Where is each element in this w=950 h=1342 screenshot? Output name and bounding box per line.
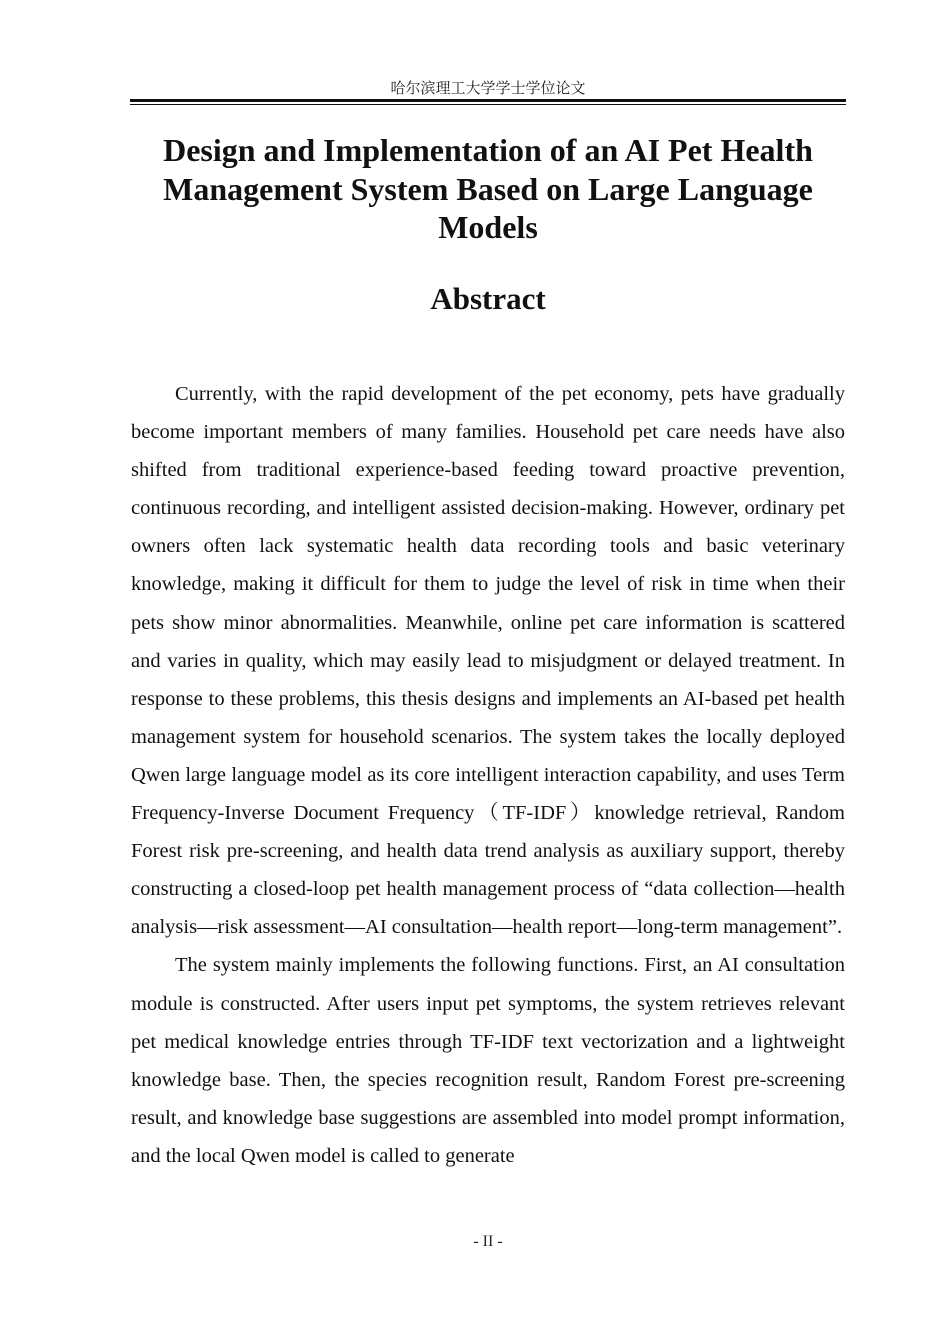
page-number: - II -	[473, 1233, 503, 1250]
header-rule-thick	[130, 99, 846, 102]
abstract-paragraph-1: Currently, with the rapid development of the pet economy, pets have gradually become important members of many families. Household pet care needs have also shifted from traditional experience-based feeding toward proactive prevention, continuous recording, and intelligent assisted decision-making. However, ordinary pet owners often lack systematic health data recording tools and basic veterinary knowledge, making it difficult for them to judge the level of risk in time when their pets show minor abnormalities. Meanwhile, online pet care information is scattered and varies in quality, which may easily lead to misjudgment or delayed treatment. In response to these problems, this thesis designs and implements an AI-based pet health management system for household scenarios. The system takes the locally deployed Qwen large language model as its core intelligent interaction capability, and uses Term Frequency-Inverse Document Frequency（TF-IDF）knowledge retrieval, Random Forest risk pre-screening, and health data trend analysis as auxiliary support, thereby constructing a closed-loop pet health management process of “data collection—health analysis—risk assessment—AI consultation—health report—long-term management”.	[131, 383, 845, 939]
header-rule-thin	[130, 104, 846, 105]
thesis-title: Design and Implementation of an AI Pet Health Management System Based on Large Language Models	[163, 132, 813, 245]
abstract-body	[131, 375, 845, 1175]
abstract-paragraph-2: The system mainly implements the following functions. First, an AI consultation module is constructed. After users input pet symptoms, the system retrieves relevant pet medical knowledge entries through TF-IDF text vectorization and a lightweight knowledge base. Then, the species recognition result, Random Forest pre-screening result, and knowledge base suggestions are assembled into model prompt information, and the local Qwen model is called to generate	[131, 954, 845, 1167]
abstract-heading: Abstract	[430, 281, 546, 316]
running-header: 哈尔滨理工大学学士学位论文	[390, 79, 586, 97]
